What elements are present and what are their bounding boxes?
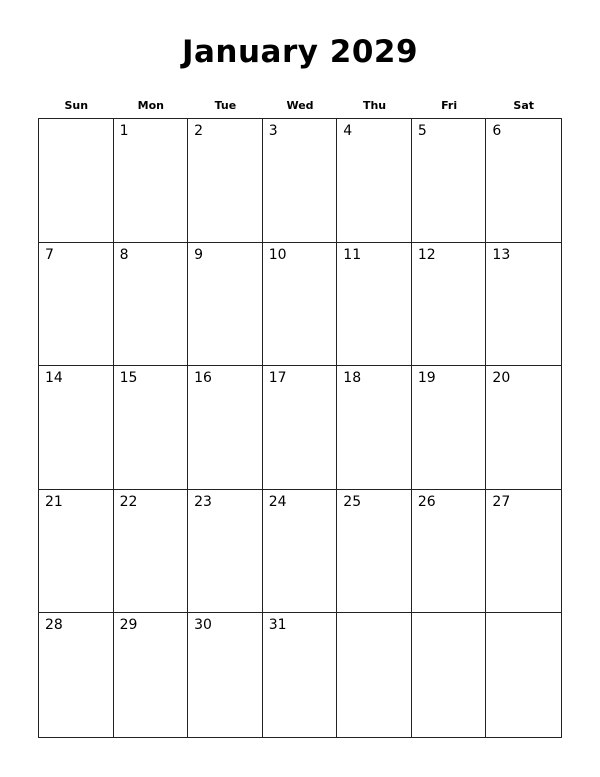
day-cell xyxy=(412,490,487,614)
day-number: 16 xyxy=(194,370,212,387)
day-number: 4 xyxy=(343,123,353,139)
weekday-sun: Sun xyxy=(64,99,89,112)
weekday-sat: Sat xyxy=(513,99,534,112)
day-number: 9 xyxy=(194,246,204,263)
day-number: 10 xyxy=(268,246,287,263)
day-cell xyxy=(412,119,487,243)
day-cell xyxy=(114,119,189,243)
day-cell xyxy=(486,366,561,490)
day-cell xyxy=(263,119,338,243)
day-number: 28 xyxy=(45,617,63,634)
day-number: 27 xyxy=(492,493,511,510)
day-cell xyxy=(337,119,412,243)
day-number: 22 xyxy=(119,493,138,510)
day-number: 23 xyxy=(194,493,212,510)
day-cell xyxy=(263,366,338,490)
day-number: 20 xyxy=(492,370,511,387)
day-number: 30 xyxy=(194,617,212,634)
day-cell xyxy=(39,490,114,614)
day-cell xyxy=(263,490,338,614)
weekday-thu: Thu xyxy=(362,99,387,112)
day-cell xyxy=(337,366,412,490)
day-number: 29 xyxy=(119,617,138,634)
weekday-header-row xyxy=(39,99,561,112)
day-cell xyxy=(114,243,189,367)
day-number: 19 xyxy=(417,370,436,387)
calendar-title: January 2029 xyxy=(181,34,419,70)
day-cell xyxy=(337,613,412,737)
day-cell xyxy=(39,119,114,243)
day-cell xyxy=(486,490,561,614)
day-number: 8 xyxy=(119,246,129,263)
day-cell xyxy=(39,613,114,737)
calendar-grid xyxy=(38,118,562,738)
weekday-tue: Tue xyxy=(214,99,237,112)
day-cell xyxy=(486,613,561,737)
day-cell xyxy=(263,243,338,367)
day-cell xyxy=(188,366,263,490)
day-number: 11 xyxy=(343,246,362,263)
weekday-fri: Fri xyxy=(441,99,458,112)
day-cell xyxy=(114,613,189,737)
day-number: 14 xyxy=(45,370,63,387)
day-cell xyxy=(188,119,263,243)
day-number: 12 xyxy=(417,246,436,263)
day-cell xyxy=(114,366,189,490)
day-cell xyxy=(39,366,114,490)
day-cell xyxy=(486,119,561,243)
day-cell xyxy=(412,243,487,367)
day-cell xyxy=(188,490,263,614)
day-cell xyxy=(412,366,487,490)
day-cell xyxy=(412,613,487,737)
day-number: 13 xyxy=(492,246,511,263)
day-number: 26 xyxy=(417,493,436,510)
day-number: 17 xyxy=(268,370,287,387)
day-cell xyxy=(486,243,561,367)
day-number: 31 xyxy=(268,617,287,634)
day-number: 6 xyxy=(492,123,502,139)
day-number: 21 xyxy=(45,493,63,510)
weekday-mon: Mon xyxy=(137,99,165,112)
day-cell xyxy=(114,490,189,614)
day-number: 24 xyxy=(268,493,287,510)
day-number: 2 xyxy=(194,123,204,139)
day-number: 5 xyxy=(417,123,427,139)
day-number: 3 xyxy=(268,123,278,139)
weekday-wed: Wed xyxy=(286,99,314,112)
day-cell xyxy=(337,490,412,614)
day-cell xyxy=(188,613,263,737)
day-number: 25 xyxy=(343,493,362,510)
day-number: 15 xyxy=(119,370,138,387)
day-number: 18 xyxy=(343,370,362,387)
day-cell xyxy=(188,243,263,367)
day-cell xyxy=(39,243,114,367)
day-cell xyxy=(263,613,338,737)
day-cell xyxy=(337,243,412,367)
day-number: 1 xyxy=(119,123,129,139)
day-number: 7 xyxy=(45,246,54,263)
